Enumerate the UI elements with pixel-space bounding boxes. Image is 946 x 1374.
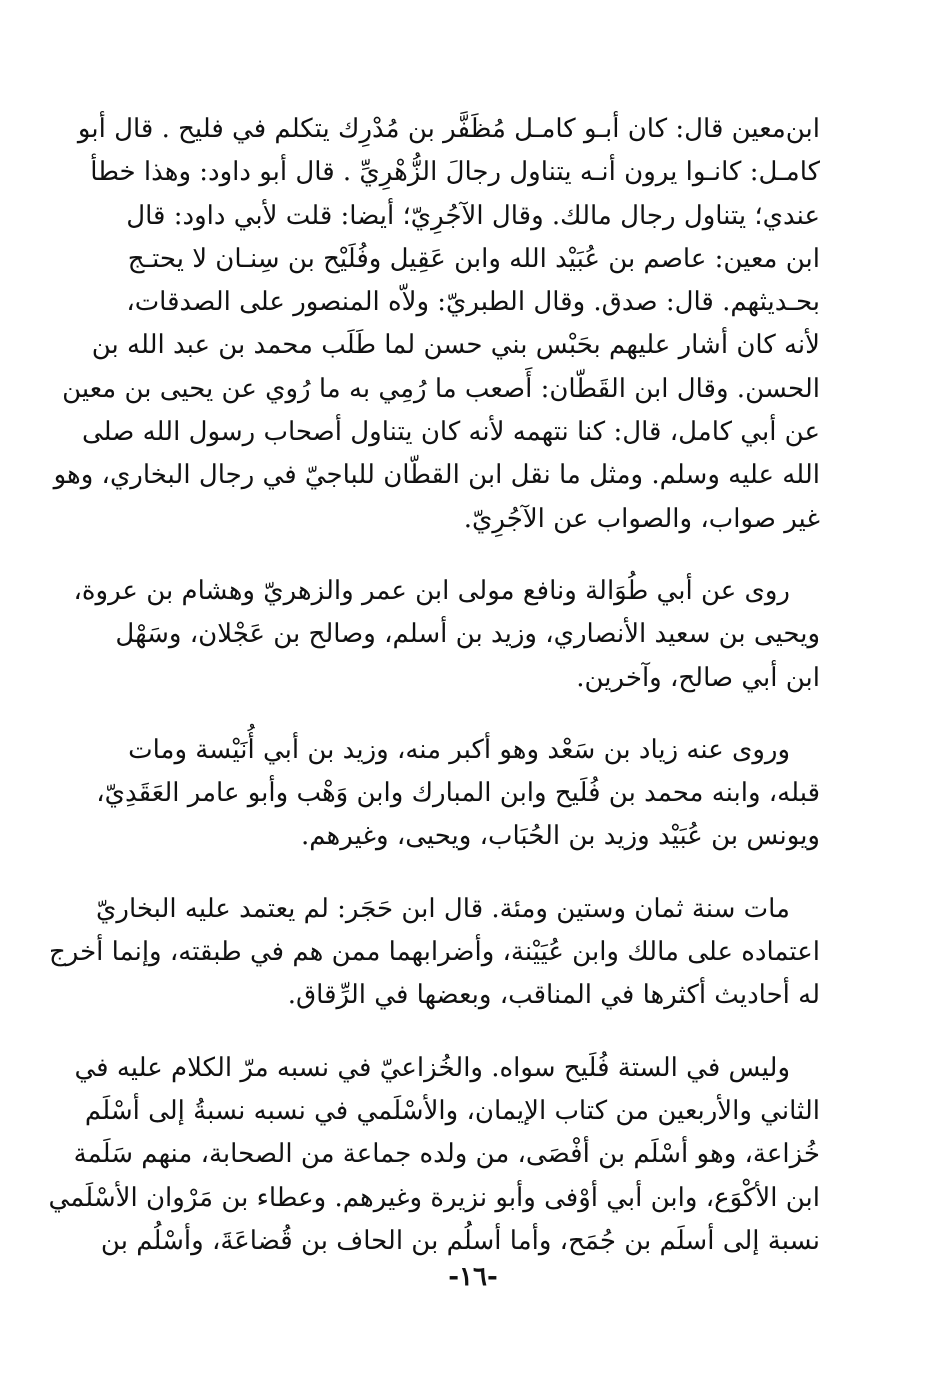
paragraph-gap <box>130 859 820 888</box>
text-line: خُزاعة، وهو أسْلَم بن أفْصَى، من ولده جماعة من الصحابة، منهم سَلَمة <box>73 1139 820 1170</box>
text-line: وليس في الستة فُلَيح سواه. والخُزاعيّ في نسبه مرّ الكلام عليه في <box>74 1052 790 1083</box>
text-line: عن أبي كامل، قال: كنا نتهمه لأنه كان يتناول أصحاب رسول الله صلى <box>82 417 820 448</box>
text-line: ويونس بن عُبَيْد وزيد بن الحُبَاب، ويحيى، وغيرهم. <box>300 821 820 852</box>
text-line: اعتماده على مالك وابن عُيَيْنة، وأضرابهما ممن هم في طبقته، وإنما أخرج <box>48 937 820 968</box>
text-line: ابن الأكْوَع، وابن أبي أوْفى وأبو نزيرة وغيرهم. وعطاء بن مَرْوان الأسْلَمي <box>48 1182 820 1213</box>
paragraph <box>48 1047 820 1263</box>
paragraph-gap <box>130 541 820 570</box>
text-line: مات سنة ثمان وستين ومئة. قال ابن حَجَر: لم يعتمد عليه البخاريّ <box>96 893 790 924</box>
text-line: له أحاديث أكثرها في المناقب، وبعضها في الرِّقاق. <box>287 980 820 1011</box>
text-line: ويحيى بن سعيد الأنصاري، وزيد بن أسلم، وصالح بن عَجْلان، وسَهْل <box>115 619 820 650</box>
paragraph <box>48 888 820 1018</box>
text-line: ابن أبي صالح، وآخرين. <box>576 662 820 693</box>
page-number: -١٦- <box>448 1262 498 1292</box>
paragraph <box>96 729 820 859</box>
page-body <box>48 108 820 1263</box>
paragraph-gap <box>130 1018 820 1047</box>
paragraph-gap <box>130 700 820 729</box>
text-line: ابن معين: عاصم بن عُبَيْد الله وابن عَقِيل وفُلَيْح بن سِنـان لا يحتـج <box>127 243 820 274</box>
text-line: وروى عنه زياد بن سَعْد وهو أكبر منه، وزيد بن أبي أُنَيْسة ومات <box>128 734 790 765</box>
text-line: غير صواب، والصواب عن الآجُرِيّ. <box>463 503 820 534</box>
text-line: قبله، وابنه محمد بن فُلَيح وابن المبارك وابن وَهْب وأبو عامر العَقَدِيّ، <box>96 778 820 809</box>
paragraph <box>73 570 820 700</box>
text-line: نسبة إلى أسلَم بن جُمَح، وأما أسلُم بن الحاف بن قُضاعَةَ، وأسْلُم بن <box>100 1225 820 1256</box>
text-line: الله عليه وسلم. ومثل ما نقل ابن القطّان للباجيّ في رجال البخاري، وهو <box>53 460 820 491</box>
text-line: بحـديثهم. قال: صدق. وقال الطبريّ: ولاّه المنصور على الصدقات، <box>126 287 820 318</box>
text-line: الثاني والأربعين من كتاب الإيمان، والأسْلَمي في نسبه نسبةُ إلى أسْلَم <box>84 1095 820 1126</box>
paragraph <box>53 108 820 541</box>
text-line: الحسن. وقال ابن القَطّان: أَصعب ما رُمِي به ما رُوي عن يحيى بن معين <box>62 373 820 404</box>
text-line: روى عن أبي طُوَالة ونافع مولى ابن عمر والزهريّ وهشام بن عروة، <box>73 575 790 606</box>
text-line: ابن‌معين قال: كان أبـو كامـل مُظَفَّر بن مُدْرِك يتكلم في فليح . قال أبو <box>77 114 820 144</box>
text-line: عندي؛ يتناول رجال مالك. وقال الآجُرِيّ؛ أيضا: قلت لأبي داود: قال <box>126 200 820 231</box>
text-line: لأنه كان أشار عليهم بحَبْس بني حسن لما طَلَب محمد بن عبد الله بن <box>91 330 820 361</box>
text-line: كامـل: كانـوا يرون أنـه يتناول رجالَ الزُّهْرِيِّ . قال أبو داود: وهذا خطأ <box>90 157 820 188</box>
